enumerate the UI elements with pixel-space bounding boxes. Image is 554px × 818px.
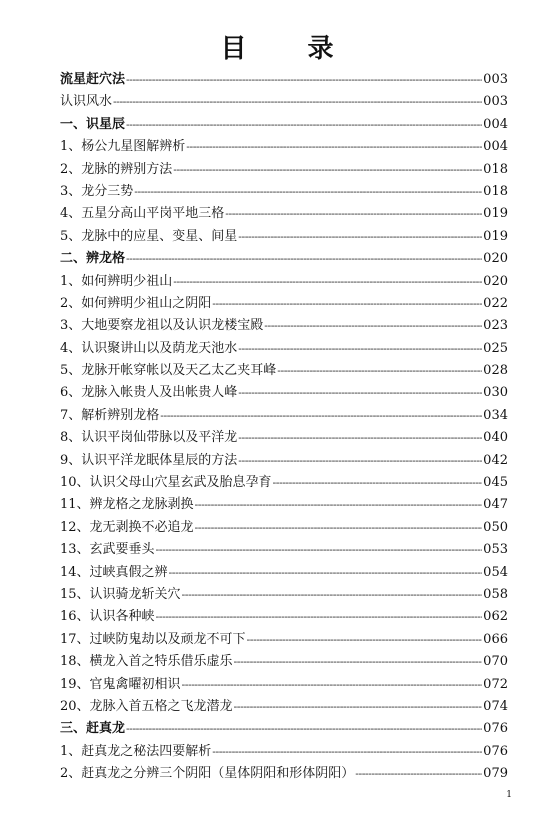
toc-entry-label: 17、过峡防鬼劫以及顽龙不可下 [60, 631, 246, 647]
dot-leader [212, 297, 482, 310]
toc-entry-page: 047 [483, 497, 508, 513]
toc-entry-page: 034 [483, 407, 508, 423]
dot-leader [173, 275, 482, 288]
toc-entry [60, 337, 508, 359]
dot-leader [277, 364, 482, 377]
toc-entry-page: 030 [483, 385, 508, 401]
dot-leader [113, 95, 482, 108]
toc-entry-label: 15、认识骑龙斩关穴 [60, 586, 181, 602]
toc-entry-page: 022 [483, 295, 508, 311]
toc-section-heading [60, 247, 508, 269]
dot-leader [134, 185, 482, 198]
toc-entry-page: 040 [483, 430, 508, 446]
toc-entry-label: 1、赶真龙之秘法四要解析 [60, 743, 212, 759]
toc-entry-label: 10、认识父母山穴星玄武及胎息孕育 [60, 475, 272, 491]
toc-entry-label: 19、官鬼禽曜初相识 [60, 676, 181, 692]
toc-entry-page: 072 [483, 676, 508, 692]
toc-entry-label: 16、认识各种峡 [60, 609, 155, 625]
dot-leader [238, 386, 482, 399]
toc-entry-label: 认识风水 [60, 94, 113, 110]
dot-leader [234, 655, 483, 668]
toc-entry [60, 471, 508, 493]
dot-leader [173, 163, 482, 176]
toc-entry-label: 6、龙脉入帐贵人及出帐贵人峰 [60, 385, 238, 401]
dot-leader [247, 633, 483, 646]
toc-entry-label: 4、五星分高山平岗平地三格 [60, 206, 225, 222]
toc-entry-label: 7、解析辨别龙格 [60, 407, 160, 423]
toc-entry-label: 5、龙脉开帐穿帐以及天乙太乙夹耳峰 [60, 363, 277, 379]
toc-entry-page: 028 [483, 363, 508, 379]
toc-entry [60, 381, 508, 403]
dot-leader [160, 409, 482, 422]
toc-entry-label: 18、横龙入首之特乐借乐虚乐 [60, 654, 233, 670]
dot-leader [195, 521, 483, 534]
toc-entry [60, 673, 508, 695]
dot-leader [212, 745, 482, 758]
dot-leader [238, 230, 482, 243]
toc-entry [60, 404, 508, 426]
toc-entry [60, 426, 508, 448]
dot-leader [126, 73, 482, 86]
dot-leader [156, 543, 483, 556]
toc-section-heading [60, 113, 508, 135]
toc-entry-label: 13、玄武要垂头 [60, 542, 155, 558]
toc-entry [60, 180, 508, 202]
toc-entry [60, 605, 508, 627]
dot-leader [195, 498, 483, 511]
toc-entry-page: 018 [483, 161, 508, 177]
toc-entry [60, 538, 508, 560]
toc-entry-label: 流星赶穴法 [60, 72, 126, 87]
toc-entry [60, 90, 508, 112]
toc-entry-label: 4、认识聚讲山以及荫龙天池水 [60, 340, 238, 356]
dot-leader [182, 678, 483, 691]
toc-entry-page: 076 [483, 721, 508, 737]
toc-entry [60, 292, 508, 314]
page-number: 1 [506, 790, 512, 800]
dot-leader [126, 252, 482, 265]
toc-entry-label: 1、杨公九星图解辨析 [60, 139, 186, 155]
toc-entry-page: 066 [483, 631, 508, 647]
toc-entry-page: 070 [483, 654, 508, 670]
dot-leader [126, 722, 482, 735]
dot-leader [126, 118, 482, 131]
toc-entry [60, 695, 508, 717]
dot-leader [182, 588, 483, 601]
toc-entry-label: 一、识星辰 [60, 116, 126, 132]
dot-leader [273, 476, 483, 489]
dot-leader [264, 319, 482, 332]
toc-entry-label: 3、大地要察龙祖以及认识龙楼宝殿 [60, 318, 264, 334]
dot-leader [169, 566, 483, 579]
toc-entry-label: 三、赶真龙 [60, 721, 126, 737]
toc-entry [60, 135, 508, 157]
toc-entry-label: 9、认识平洋龙眠体星辰的方法 [60, 452, 238, 468]
toc-entry-page: 003 [483, 72, 508, 87]
toc-entry-label: 8、认识平岗仙带脉以及平洋龙 [60, 430, 238, 446]
toc-entry-page: 020 [483, 251, 508, 267]
toc-entry-page: 045 [483, 475, 508, 491]
toc-entry [60, 650, 508, 672]
toc-entry [60, 359, 508, 381]
toc-entry [60, 628, 508, 650]
toc-entry [60, 270, 508, 292]
toc-entry-page: 004 [483, 139, 508, 155]
toc-entry [60, 561, 508, 583]
toc-entry-page: 018 [483, 183, 508, 199]
toc-entry-page: 042 [483, 452, 508, 468]
toc-entry-page: 019 [483, 206, 508, 222]
toc-entry-page: 079 [483, 766, 508, 782]
toc-entry [60, 225, 508, 247]
toc-entry-page: 020 [483, 273, 508, 289]
dot-leader [156, 610, 483, 623]
toc-entry-page: 062 [483, 609, 508, 625]
toc-entry-page: 053 [483, 542, 508, 558]
dot-leader [225, 207, 482, 220]
dot-leader [238, 342, 482, 355]
toc-entry-label: 5、龙脉中的应星、变星、间星 [60, 228, 238, 244]
dot-leader [238, 454, 482, 467]
toc-entry-label: 3、龙分三势 [60, 183, 134, 199]
toc-title: 目 录 [220, 34, 360, 64]
dot-leader [234, 700, 483, 713]
toc-entry-page: 058 [483, 586, 508, 602]
toc-entry [60, 583, 508, 605]
toc-entry [60, 158, 508, 180]
toc-entry-page: 076 [483, 743, 508, 759]
toc-entry-page: 054 [483, 564, 508, 580]
toc-entry-page: 074 [483, 698, 508, 714]
toc-entry-label: 20、龙脉入首五格之飞龙潜龙 [60, 698, 233, 714]
table-of-contents [60, 68, 508, 785]
dot-leader [355, 767, 482, 780]
dot-leader [186, 140, 482, 153]
toc-entry [60, 762, 508, 784]
toc-entry [60, 516, 508, 538]
toc-entry-page: 050 [483, 519, 508, 535]
toc-entry-label: 14、过峡真假之辨 [60, 564, 168, 580]
toc-entry [60, 493, 508, 515]
toc-entry-page: 019 [483, 228, 508, 244]
toc-entry-label: 12、龙无剥换不必追龙 [60, 519, 194, 535]
toc-entry-page: 004 [483, 116, 508, 132]
toc-entry-label: 二、辨龙格 [60, 251, 126, 267]
toc-entry [60, 202, 508, 224]
toc-entry-page: 023 [483, 318, 508, 334]
toc-entry-label: 1、如何辨明少祖山 [60, 273, 173, 289]
toc-entry-label: 2、如何辨明少祖山之阴阳 [60, 295, 212, 311]
toc-section-heading [60, 68, 508, 90]
toc-entry-label: 2、龙脉的辨别方法 [60, 161, 173, 177]
toc-entry-label: 2、赶真龙之分辨三个阴阳（星体阴阳和形体阴阳） [60, 766, 355, 782]
toc-entry-label: 11、辨龙格之龙脉剥换 [60, 497, 194, 513]
dot-leader [238, 431, 482, 444]
toc-entry [60, 314, 508, 336]
toc-entry [60, 449, 508, 471]
toc-entry-page: 003 [483, 94, 508, 110]
toc-section-heading [60, 717, 508, 739]
toc-entry-page: 025 [483, 340, 508, 356]
toc-entry [60, 740, 508, 762]
